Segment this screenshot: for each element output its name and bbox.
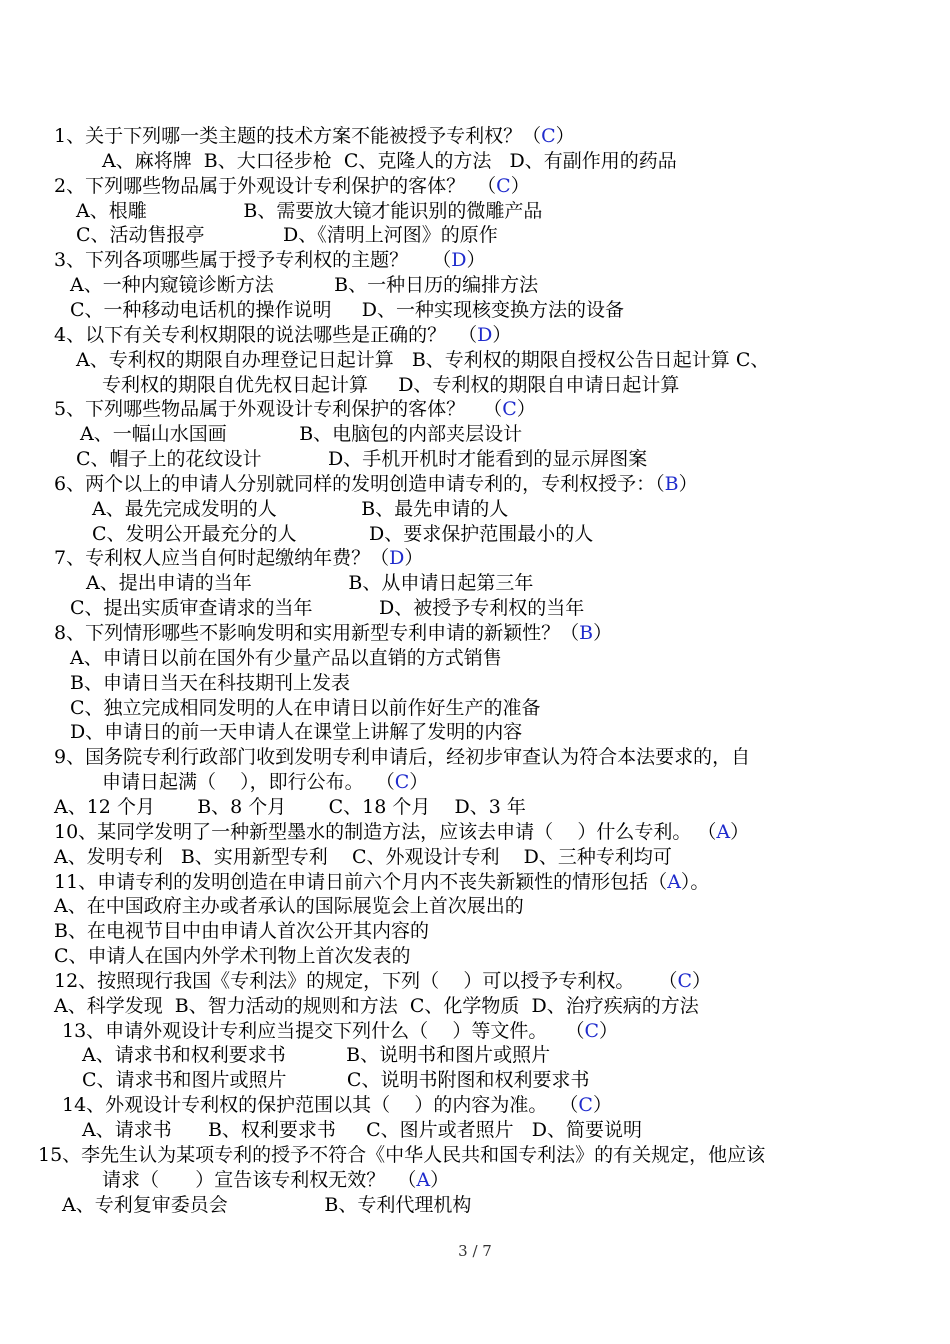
text-line [70,720,522,745]
text-line [54,621,612,646]
text-line [54,397,536,422]
line-text: A、在中国政府主办或者承认的国际展览会上首次展出的 [54,895,524,917]
text-line [54,795,526,820]
line-text: C、独立完成相同发明的人在申请日以前作好生产的准备 [70,697,541,719]
line-text-tail: ） [510,175,530,197]
answer-letter: D [477,324,493,346]
line-text: 3、下列各项哪些属于授予专利权的主题？ （ [54,249,452,271]
line-text: C、帽子上的花纹设计 D、手机开机时才能看到的显示屏图案 [76,448,648,470]
text-line [76,348,769,373]
text-line [102,373,679,398]
line-text: 请求（ ）宣告该专利权无效？ （ [102,1169,417,1191]
line-text: 5、下列哪些物品属于外观设计专利保护的客体？ （ [54,398,503,420]
text-line [38,1143,765,1168]
text-line [76,199,542,224]
answer-letter: B [664,473,679,495]
text-line [70,273,538,298]
page-number: 3 / 7 [458,1242,492,1260]
text-line [54,745,750,770]
line-text: A、最先完成发明的人 B、最先申请的人 [92,498,509,520]
text-line [54,919,429,944]
line-text-tail: ） [409,771,429,793]
answer-letter: C [394,771,410,793]
text-line [54,845,672,870]
text-line [54,969,711,994]
line-text: D、申请日的前一天申请人在课堂上讲解了发明的内容 [70,721,523,743]
line-text: 4、以下有关专利权期限的说法哪些是正确的？ （ [54,324,478,346]
line-text: 12、按照现行我国《专利法》的规定，下列（ ）可以授予专利权。 （ [54,970,678,992]
line-text: A、根雕 B、需要放大镜才能识别的微雕产品 [76,200,543,222]
text-line [54,124,575,149]
line-text-tail: ） [492,324,512,346]
line-text: A、麻将牌 B、大口径步枪 C、克隆人的方法 D、有副作用的药品 [102,150,677,172]
answer-letter: B [579,622,594,644]
line-text: C、一种移动电话机的操作说明 D、一种实现核变换方法的设备 [70,299,624,321]
line-text-tail: ） [599,1020,619,1042]
text-line [102,770,428,795]
text-line [62,1019,618,1044]
text-line [70,671,350,696]
text-line [70,696,541,721]
line-text: 15、李先生认为某项专利的授予不符合《中华人民共和国专利法》的有关规定，他应该 [38,1144,766,1166]
line-text: 10、某同学发明了一种新型墨水的制造方法，应该去申请（ ）什么专利。 （ [54,821,717,843]
text-line [54,174,530,199]
answer-letter: C [578,1094,593,1116]
text-line [76,223,498,248]
line-text-tail: ） [592,1094,612,1116]
answer-letter: C [677,970,693,992]
line-text-tail: ） [516,398,536,420]
line-text-tail: ） [678,473,698,495]
line-text: A、一种内窥镜诊断方法 B、一种日历的编排方法 [70,274,539,296]
text-line [54,323,511,348]
text-line [80,422,522,447]
answer-letter: A [416,1169,431,1191]
answer-letter: D [451,249,467,271]
line-text: A、专利复审委员会 B、专利代理机构 [62,1194,472,1216]
text-line [54,894,524,919]
answer-letter: D [389,547,405,569]
answer-letter: A [716,821,731,843]
line-text: 9、国务院专利行政部门收到发明专利申请后，经初步审查认为符合本法要求的，自 [54,746,751,768]
line-text: A、一幅山水国画 B、电脑包的内部夹层设计 [80,423,523,445]
text-line [102,149,677,174]
line-text: C、请求书和图片或照片 C、说明书附图和权利要求书 [82,1069,590,1091]
line-text: A、提出申请的当年 B、从申请日起第三年 [86,572,534,594]
text-line [82,1043,550,1068]
line-text: 申请日起满（ ），即行公布。 （ [102,771,395,793]
line-text: 6、两个以上的申请人分别就同样的发明创造申请专利的，专利权授予：（ [54,473,665,495]
line-text: A、请求书和权利要求书 B、说明书和图片或照片 [82,1044,551,1066]
text-line [54,870,709,895]
text-line [70,646,502,671]
line-text-tail: ） [555,125,575,147]
line-text-tail: ） [466,249,486,271]
text-line [70,596,584,621]
text-line [92,522,593,547]
answer-letter: C [502,398,517,420]
text-line [54,248,486,273]
text-line [92,497,508,522]
text-line [62,1193,471,1218]
line-text-tail: ）。 [680,871,710,893]
line-text: 2、下列哪些物品属于外观设计专利保护的客体？ （ [54,175,497,197]
line-text: A、12 个月 B、8 个月 C、18 个月 D、3 年 [54,796,526,818]
line-text: 13、申请外观设计专利应当提交下列什么（ ）等文件。 （ [62,1020,585,1042]
line-text: C、提出实质审查请求的当年 D、被授予专利权的当年 [70,597,585,619]
line-text: A、发明专利 B、实用新型专利 C、外观设计专利 D、三种专利均可 [54,846,672,868]
text-line [54,820,749,845]
line-text: C、活动售报亭 D、《清明上河图》的原作 [76,224,498,246]
line-text: A、请求书 B、权利要求书 C、图片或者照片 D、简要说明 [82,1119,643,1141]
line-text-tail: ） [593,622,613,644]
text-line [82,1118,642,1143]
line-text: 1、关于下列哪一类主题的技术方案不能被授予专利权？（ [54,125,542,147]
line-text: 专利权的期限自优先权日起计算 D、专利权的期限自申请日起计算 [102,374,680,396]
line-text-tail: ） [692,970,712,992]
line-text: B、在电视节目中由申请人首次公开其内容的 [54,920,429,942]
text-line [76,447,647,472]
text-line [86,571,533,596]
line-text: B、申请日当天在科技期刊上发表 [70,672,350,694]
line-text: 14、外观设计专利权的保护范围以其（ ）的内容为准。 （ [62,1094,579,1116]
text-line [54,944,411,969]
line-text: A、科学发现 B、智力活动的规则和方法 C、化学物质 D、治疗疾病的方法 [54,995,699,1017]
answer-letter: C [541,125,556,147]
text-line [54,546,423,571]
text-line [82,1068,589,1093]
line-text-tail: ） [730,821,750,843]
line-text: 7、专利权人应当自何时起缴纳年费？（ [54,547,390,569]
line-text: C、申请人在国内外学术刊物上首次发表的 [54,945,411,967]
answer-letter: A [667,871,681,893]
line-text: A、申请日以前在国外有少量产品以直销的方式销售 [70,647,502,669]
text-line [70,298,624,323]
text-line [54,994,699,1019]
answer-letter: C [584,1020,600,1042]
line-text-tail: ） [404,547,424,569]
text-line [102,1168,449,1193]
answer-letter: C [496,175,511,197]
line-text: 11、申请专利的发明创造在申请日前六个月内不丧失新颖性的情形包括（ [54,871,668,893]
line-text: A、专利权的期限自办理登记日起计算 B、专利权的期限自授权公告日起计算 C、 [76,349,770,371]
line-text-tail: ） [430,1169,450,1191]
text-line [62,1093,612,1118]
line-text: 8、下列情形哪些不影响发明和实用新型专利申请的新颖性？（ [54,622,580,644]
line-text: C、发明公开最充分的人 D、要求保护范围最小的人 [92,523,594,545]
text-line [54,472,698,497]
